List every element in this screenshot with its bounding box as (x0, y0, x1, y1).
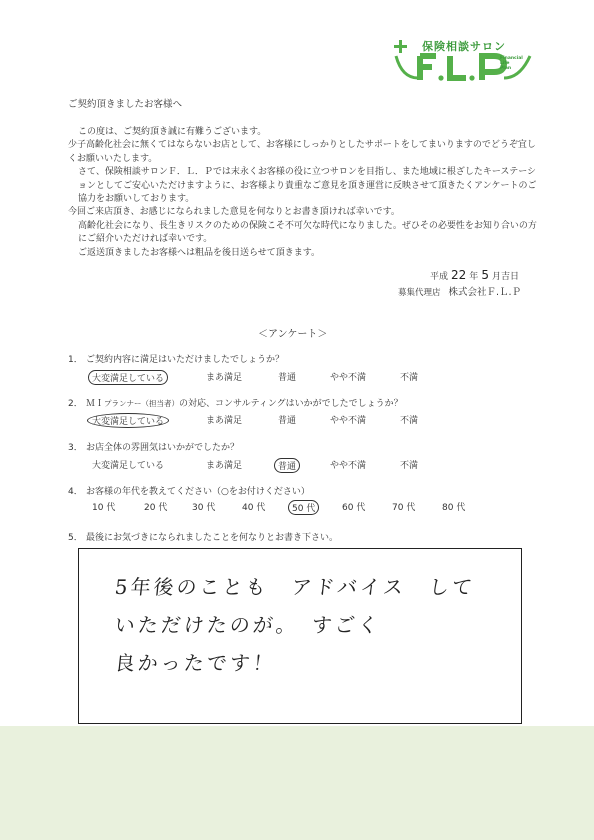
question-3: 3． お店全体の雰囲気はいかがでしたか？ (68, 443, 240, 453)
q2-option[interactable]: 不満 (400, 416, 419, 426)
q4-option[interactable]: 20 代 (144, 503, 168, 513)
logo-subtext: Financial Life Plan (500, 56, 523, 71)
q3-option[interactable]: 大変満足している (92, 461, 165, 471)
question-2: 2． ＭＩプランナー（担当者）の対応、コンサルティングはいかがでしたでしょうか？ (68, 399, 403, 409)
q2-option[interactable]: まあ満足 (206, 416, 243, 426)
question-4: 4． お客様の年代を教えてください（○をお付けください） (68, 487, 310, 497)
q4-option[interactable]: 60 代 (342, 503, 366, 513)
q4-option[interactable]: 80 代 (442, 503, 466, 513)
q1-option[interactable]: まあ満足 (206, 373, 243, 383)
agent-label: 募集代理店 (398, 288, 441, 298)
page-bottom-band (0, 726, 594, 840)
q1-option-selected[interactable]: 大変満足している (88, 370, 168, 385)
question-5: 5． 最後にお気づきになられましたことを何なりとお書き下さい。 (68, 533, 339, 543)
letter-paragraph: この度は、ご契約頂き誠に有難うございます。 (78, 127, 267, 137)
handwritten-planner: プランナー（担当者） (104, 399, 180, 408)
logo-text-jp: 保険相談サロン (422, 40, 506, 53)
q4-option-selected[interactable]: 50 代 (288, 500, 319, 515)
free-answer-box[interactable] (78, 548, 522, 724)
q2-option-selected[interactable]: 大変満足している (87, 413, 169, 428)
handwritten-answer-line: いただけたのが。 すごく (113, 613, 383, 637)
letter-paragraph: ご返送頂きましたお客様へは粗品を後日送らせて頂きます。 (78, 247, 321, 258)
survey-title: ＜アンケート＞ (258, 329, 328, 340)
q2-option[interactable]: やや不満 (330, 416, 367, 426)
letter-paragraph: さて、保険相談サロンＦ．Ｌ．Ｐでは末永くお客様の役に立つサロンを目指し、また地域に根ざしたキーステーションとしてご安心いただけますように、お客様より貴重なご意見を頂き運営に反映させて頂きたくアンケートのご協力をお願いしております。 (78, 167, 537, 205)
letter-paragraph: 高齢化社会になり、長生きリスクのための保険こそ不可欠な時代になりました。ぜひその必要性をお知り合いの方にご紹介いただければ幸いです。 (78, 220, 537, 245)
q4-option[interactable]: 70 代 (392, 503, 416, 513)
handwritten-answer-line: 良かったです！ (113, 651, 278, 675)
q4-option[interactable]: 40 代 (242, 503, 266, 513)
company-name: 株式会社Ｆ.Ｌ.Ｐ (448, 287, 522, 298)
q2-option[interactable]: 普通 (278, 416, 297, 426)
q4-option[interactable]: 10 代 (92, 503, 116, 513)
letter-date: 平成 22 年 5 月吉日 (430, 268, 519, 282)
letter-body (68, 126, 538, 260)
handwritten-answer-line: 5年後のことも アドバイス して (113, 575, 477, 599)
q1-option[interactable]: 普通 (278, 373, 297, 383)
handwritten-month: 5 (481, 268, 489, 282)
handwritten-year: 22 (451, 268, 467, 282)
question-1: 1． ご契約内容に満足はいただけましたでしょうか？ (68, 355, 285, 365)
q1-option[interactable]: 不満 (400, 373, 419, 383)
q3-option-selected[interactable]: 普通 (274, 458, 300, 473)
q3-option[interactable]: 不満 (400, 461, 419, 471)
letter-paragraph: 今回ご来店頂き、お感じになられました意見を何なりとお書き頂ければ幸いです。 (68, 207, 400, 218)
letter-greeting: ご契約頂きましたお客様へ (68, 99, 183, 110)
q3-option[interactable]: まあ満足 (206, 461, 243, 471)
agent-signature (398, 284, 521, 298)
q1-option[interactable]: やや不満 (330, 373, 367, 383)
q4-option[interactable]: 30 代 (192, 503, 216, 513)
flp-logo (392, 34, 542, 94)
q3-option[interactable]: やや不満 (330, 461, 367, 471)
letter-paragraph: 少子高齢化社会に無くてはならないお店として、お客様にしっかりとしたサポートをしてまいりますのでどうぞ宜しくお願いいたします。 (68, 140, 536, 164)
